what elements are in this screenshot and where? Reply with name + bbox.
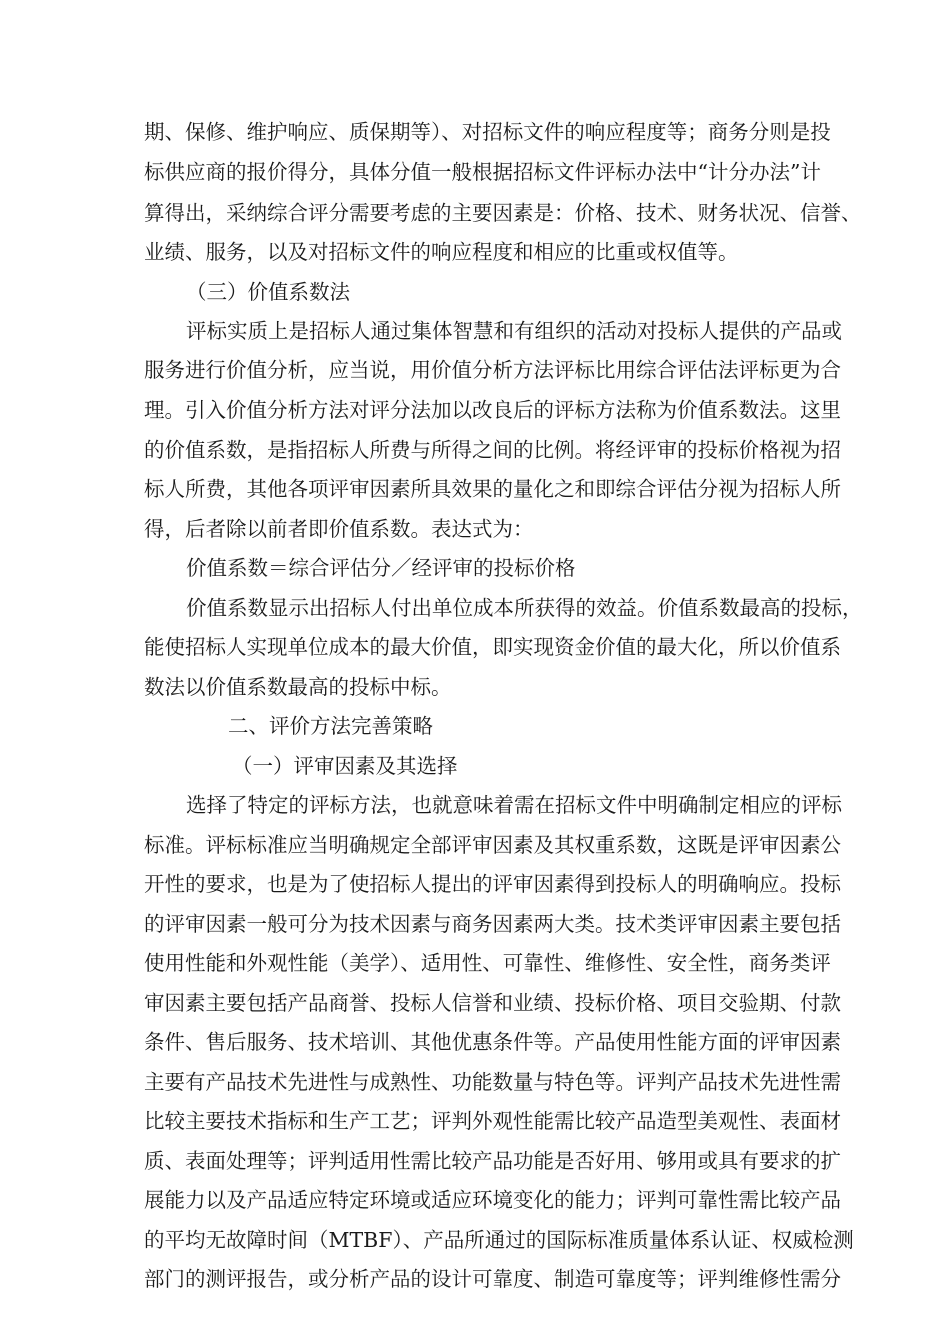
body-text-line: 使用性能和外观性能（美学）、适用性、可靠性、维修性、安全性，商务类评 bbox=[144, 951, 831, 975]
body-text-line: 审因素主要包括产品商誉、投标人信誉和业绩、投标价格、项目交验期、付款 bbox=[144, 991, 841, 1015]
chapter-heading: 二、评价方法完善策略 bbox=[228, 714, 433, 738]
body-text-line: 得，后者除以前者即价值系数。表达式为： bbox=[144, 517, 534, 541]
body-text-line: 质、表面处理等；评判适用性需比较产品功能是否好用、够用或具有要求的扩 bbox=[144, 1149, 841, 1173]
body-text-line: 理。引入价值分析方法对评分法加以改良后的评标方法称为价值系数法。这里 bbox=[144, 398, 841, 422]
body-text-line: 标准。评标标准应当明确规定全部评审因素及其权重系数，这既是评审因素公 bbox=[144, 833, 841, 857]
body-text-line: 能使招标人实现单位成本的最大价值，即实现资金价值的最大化，所以价值系 bbox=[144, 635, 841, 659]
body-text-line: 价值系数显示出招标人付出单位成本所获得的效益。价值系数最高的投标， bbox=[186, 596, 863, 620]
body-text-line: 数法以价值系数最高的投标中标。 bbox=[144, 675, 452, 699]
body-text-line: 评标实质上是招标人通过集体智慧和有组织的活动对投标人提供的产品或 bbox=[186, 319, 842, 343]
body-text-line: 主要有产品技术先进性与成熟性、功能数量与特色等。评判产品技术先进性需 bbox=[144, 1070, 841, 1094]
body-text-line: 服务进行价值分析，应当说，用价值分析方法评标比用综合评估法评标更为合 bbox=[144, 358, 841, 382]
body-text-line: 算得出，采纳综合评分需要考虑的主要因素是：价格、技术、财务状况、信誉、 bbox=[144, 201, 862, 225]
body-text-line: 展能力以及产品适应特定环境或适应环境变化的能力；评判可靠性需比较产品 bbox=[144, 1188, 841, 1212]
body-text-line: 标供应商的报价得分，具体分值一般根据招标文件评标办法中“计分办法”计 bbox=[144, 160, 821, 184]
formula-line: 价值系数＝综合评估分／经评审的投标价格 bbox=[186, 556, 576, 580]
body-text-line: 的平均无故障时间（MTBF）、产品所通过的国际标准质量体系认证、权威检测 bbox=[144, 1228, 854, 1252]
body-text-line: 比较主要技术指标和生产工艺；评判外观性能需比较产品造型美观性、表面材 bbox=[144, 1109, 841, 1133]
body-text-line: 的评审因素一般可分为技术因素与商务因素两大类。技术类评审因素主要包括 bbox=[144, 912, 841, 936]
body-text-line: 条件、售后服务、技术培训、其他优惠条件等。产品使用性能方面的评审因素 bbox=[144, 1030, 841, 1054]
section-heading: （三）价值系数法 bbox=[186, 280, 350, 304]
body-text-line: 选择了特定的评标方法，也就意味着需在招标文件中明确制定相应的评标 bbox=[186, 793, 842, 817]
body-text-line: 部门的测评报告，或分析产品的设计可靠度、制造可靠度等；评判维修性需分 bbox=[144, 1267, 841, 1291]
body-text-line: 业绩、服务，以及对招标文件的响应程度和相应的比重或权值等。 bbox=[144, 240, 739, 264]
body-text-line: 的价值系数，是指招标人所费与所得之间的比例。将经评审的投标价格视为招 bbox=[144, 438, 841, 462]
body-text-line: 标人所费，其他各项评审因素所具效果的量化之和即综合评估分视为招标人所 bbox=[144, 477, 841, 501]
body-text-line: 开性的要求，也是为了使招标人提出的评审因素得到投标人的明确响应。投标 bbox=[144, 872, 841, 896]
section-heading: （一）评审因素及其选择 bbox=[232, 754, 458, 778]
body-text-line: 期、保修、维护响应、质保期等）、对招标文件的响应程度等；商务分则是投 bbox=[144, 120, 831, 144]
